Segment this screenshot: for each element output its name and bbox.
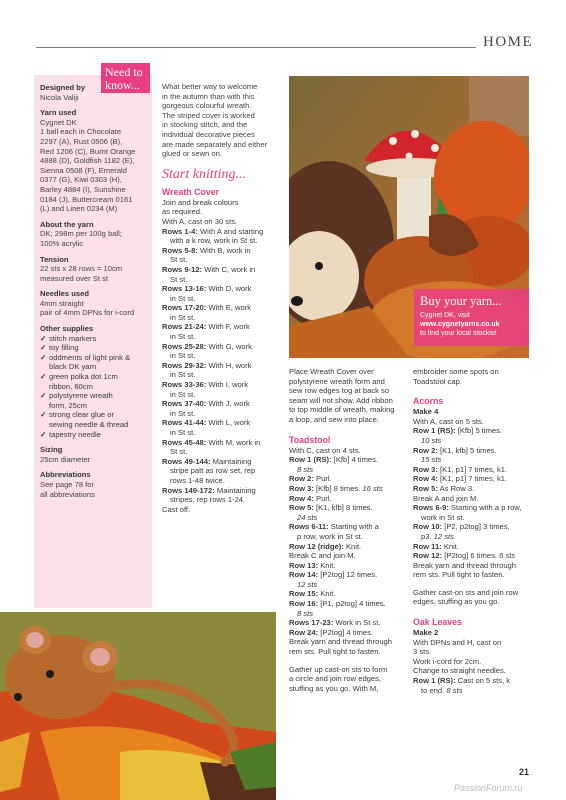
paragraph-gap (413, 607, 529, 615)
supply-item: ✓ green polka dot 1cm ribbon, 60cm (40, 372, 146, 391)
instruction-line: Row 1 (RS): Cast on 5 sts, k (413, 676, 511, 686)
page-number: 21 (519, 767, 530, 777)
row-label: Rows 29-32: (162, 360, 207, 370)
yarn-used-heading: Yarn used (40, 108, 77, 118)
instruction-line: Row 5: [K1, kfb] 8 times. (289, 503, 373, 513)
row-label: Row 3: (413, 464, 438, 474)
instruction-line: a circle and join row edges, (289, 674, 382, 684)
row-label: Row 12 (ridge): (289, 541, 344, 551)
section-heading: Toadstool (289, 434, 331, 445)
about-yarn-text (40, 229, 146, 248)
row-label: Rows 41-44: (162, 418, 207, 428)
instruction-line: Rows 5-8: With B, work in (162, 245, 251, 255)
instruction-line: Break C and join M. (289, 551, 356, 561)
abbreviations-line: See page 78 for (40, 479, 95, 489)
instruction-line: in St st. (170, 389, 196, 399)
instruction-line (413, 436, 529, 446)
instruction-line: work in St st. (421, 512, 465, 522)
buy-yarn-url[interactable]: www.cygnetyarns.co.uk (420, 321, 500, 328)
instruction-line: Rows 149-172: Maintaining (162, 485, 256, 495)
row-label: Rows 149-172: (162, 485, 215, 495)
instruction-line: in St st. (170, 312, 196, 322)
row-label: Row 1 (RS): (413, 676, 456, 686)
need-to-know-tag (101, 63, 150, 93)
stitch-count: 8 sts (297, 608, 314, 618)
stitch-count: 8 sts (446, 685, 463, 695)
tension-text (40, 264, 146, 283)
section-title: HOME (483, 34, 534, 50)
instruction-line: Rows 1-4: With A and starting (162, 226, 264, 236)
wreath-cover-instructions (162, 198, 277, 515)
instruction-line: Place Wreath Cover over (289, 367, 374, 376)
buy-yarn-title: Buy your yarn... (420, 294, 502, 308)
intro-line: gorgeous colourful wreath. (162, 101, 252, 111)
intro-line: are made separately and either (162, 139, 268, 149)
yarn-line: 1 ball each in Chocolate (40, 127, 122, 137)
instruction-line: St st. (170, 255, 188, 265)
stitch-count: 24 sts (297, 512, 318, 522)
row-label: Rows 6-11: (289, 522, 329, 532)
row-label: Row 15: (289, 589, 319, 599)
instruction-line: St st. (170, 447, 188, 457)
instruction-line: Rows 41-44: With L, work (162, 418, 251, 428)
intro-line: individual decorative pieces (162, 129, 255, 139)
about-yarn-line: 100% acrylic (40, 238, 84, 248)
instruction-line: edges, stuffing as you go. (413, 597, 500, 607)
photo-illustration-bottom (0, 612, 276, 800)
instruction-line: to end. 8 sts (421, 685, 463, 695)
needles-text (40, 299, 146, 318)
row-label: Row 1 (RS): (413, 426, 456, 436)
supply-item: ✓ stitch markers (40, 334, 146, 344)
instruction-line: Toadstool cap. (413, 376, 462, 386)
intro-paragraph (162, 82, 277, 159)
row-label: Make 2 (413, 628, 439, 638)
instruction-line: in St st. (170, 428, 196, 437)
row-label: Rows 13-16: (162, 284, 207, 294)
instruction-line: rows 1-48 twice. (170, 475, 225, 485)
instruction-line: Break yarn and thread through (413, 560, 517, 570)
paragraph-gap (413, 386, 529, 394)
yarn-line: Red 1206 (C), Burnt Orange (40, 146, 136, 156)
intro-line: in the autumn than with this (162, 91, 255, 101)
instruction-line: Row 3: [K1, p1] 7 times, k1. (413, 464, 508, 474)
stitch-count: 8 sts (297, 464, 314, 474)
row-label: Row 1 (RS): (289, 455, 332, 465)
supply-item: ✓ tapestry needle (40, 430, 146, 440)
instruction-line: a loop, and sew into place. (289, 414, 379, 424)
instruction-line: Rows 6-11: Starting with a (289, 522, 379, 532)
instruction-line: With A, cast on 30 sts. (162, 216, 238, 226)
instruction-line: Row 1 (RS): [Kfb] 5 times. (413, 426, 503, 436)
instruction-line: Row 15: Knit. (289, 589, 336, 599)
sizing-heading: Sizing (40, 445, 63, 455)
instruction-line: With DPNs and H, cast on (413, 637, 502, 647)
designer-name: Nicola Valiji (40, 92, 79, 102)
instruction-line: embroider some spots on (413, 367, 499, 376)
pattern-column-3 (413, 367, 529, 695)
stitch-count: 6 sts (499, 551, 516, 561)
instruction-line: Break A and join M. (413, 493, 479, 503)
intro-line: What better way to welcome (162, 82, 258, 91)
stitch-count: 16 sts (362, 483, 383, 493)
row-label: Row 13: (289, 560, 319, 570)
row-label: Row 16: (289, 599, 319, 609)
instruction-line: Row 4: [K1, p1] 7 times, k1. (413, 474, 508, 484)
instruction-line: Rows 29-32: With H, work (162, 360, 252, 370)
tension-line: measured over St st (40, 273, 108, 283)
header-rule (36, 47, 476, 48)
instruction-line: Rows 6-9: Starting with a p row, (413, 503, 522, 513)
row-label: Rows 49-144: (162, 456, 211, 466)
instruction-line: rem sts. Pull tight to fasten. (289, 647, 381, 657)
instruction-line: Row 12: [P2tog] 6 times. 6 sts (413, 551, 516, 561)
paragraph-gap (413, 580, 529, 588)
instruction-line: Row 12 (ridge): Knit. (289, 541, 362, 551)
supplies-list (40, 334, 146, 440)
instruction-line: Cast off. (162, 504, 191, 514)
yarn-line: 0377 (G), Kiwi 0303 (H), (40, 175, 122, 185)
instruction-line: Rows 13-16: With D, work (162, 284, 252, 294)
need-tag-line-2: know... (105, 78, 140, 92)
instruction-line: Rows 21-24: With F, work (162, 322, 250, 332)
instruction-line: Row 5: As Row 3. (413, 483, 475, 493)
instruction-line: Rows 37-40: With J, work (162, 399, 250, 409)
instruction-line: With C, cast on 4 sts. (289, 445, 361, 455)
instruction-line: polystyrene wreath form and (289, 376, 385, 386)
yarn-line: 4888 (D), Goldfish 1182 (E), (40, 156, 135, 166)
instruction-line: stuffing as you go. With M, (289, 683, 379, 693)
row-label: Rows 1-4: (162, 226, 198, 236)
needles-heading: Needles used (40, 289, 89, 299)
intro-line: The striped cover is worked (162, 110, 255, 120)
row-label: Row 10: (413, 522, 443, 532)
row-label: Rows 33-36: (162, 380, 207, 390)
row-label: Rows 37-40: (162, 399, 207, 409)
instruction-line: to top middle of wreath, making (289, 405, 395, 415)
row-label: Row 2: (413, 445, 438, 455)
instruction-line: Rows 9-12: With C, work in (162, 264, 256, 274)
need-tag-line-1: Need to (105, 65, 143, 79)
instruction-line: Change to straight needles. (413, 666, 506, 676)
stitch-count: 12 sts (297, 579, 318, 589)
buy-yarn-stockist: to find your local stockist (420, 330, 497, 337)
instruction-line: Rows 17-23: Work in St st. (289, 618, 381, 628)
supply-item: ✓ polystyrene wreath form, 25cm (40, 391, 146, 410)
instruction-line: Rows 25-28: With G, work (162, 341, 252, 351)
instruction-line: Row 4: Purl. (289, 493, 332, 503)
instruction-line (413, 407, 529, 417)
start-knitting-heading: Start knitting... (162, 166, 246, 182)
instruction-line: Rows 17-20: With E, work (162, 303, 252, 313)
instruction-line: in St st. (170, 332, 196, 342)
row-label: Row 24: (289, 627, 319, 637)
tension-line: 22 sts x 28 rows = 10cm (40, 264, 123, 274)
instruction-line (413, 455, 529, 465)
instruction-line: With A, cast on 5 sts. (413, 416, 484, 426)
instruction-line: p row, work in St st. (297, 531, 363, 541)
tension-heading: Tension (40, 254, 69, 264)
instruction-line: in St st. (170, 293, 196, 303)
row-label: Row 14: (289, 570, 319, 580)
intro-line: in stocking stitch, and the (162, 120, 248, 130)
row-label: Rows 45-48: (162, 437, 207, 447)
instruction-line: as required. (162, 207, 203, 217)
stitch-count: 10 sts (421, 435, 442, 445)
instruction-line: Row 24: [P2tog] 4 times. (289, 627, 373, 637)
row-label: Rows 9-12: (162, 264, 203, 274)
instruction-line: in St st. (170, 408, 196, 418)
about-yarn-heading: About the yarn (40, 219, 94, 229)
instruction-line: p3. 12 sts (421, 531, 454, 541)
supplies-heading: Other supplies (40, 324, 94, 334)
abbreviations-text (40, 480, 146, 499)
row-label: Rows 6-9: (413, 503, 449, 513)
instruction-line: Rows 49-144: Maintaining (162, 456, 252, 466)
about-yarn-line: DK; 298m per 100g ball; (40, 229, 122, 239)
need-to-know-sidebar (34, 75, 152, 608)
row-label: Rows 17-23: (289, 618, 334, 628)
instruction-line (413, 628, 529, 638)
instruction-line: Rows 33-36: With I, work (162, 380, 249, 390)
yarn-line: 2297 (A), Rust 0506 (B), (40, 136, 123, 146)
pattern-column-2 (289, 367, 403, 693)
mouse-photo (0, 612, 276, 800)
instruction-line: Row 3: [Kfb] 8 times. 16 sts (289, 483, 383, 493)
instruction-line: St st. (170, 274, 188, 284)
row-label: Row 5: (289, 503, 314, 513)
instruction-line: Gather cast-on sts and join row (413, 587, 519, 597)
yarn-used-text (40, 118, 146, 214)
wreath-cover-heading: Wreath Cover (162, 186, 220, 197)
yarn-line: Barley 4884 (I), Sunshine (40, 184, 126, 194)
row-label: Row 11: (413, 541, 442, 551)
instruction-line: rem sts. Pull tight to fasten. (413, 570, 505, 580)
instruction-line: Row 2: Purl. (289, 474, 332, 484)
stitch-count: 12 sts (433, 531, 454, 541)
instruction-line: stripe patt as row set, rep (170, 466, 256, 476)
section-heading: Acorns (413, 396, 444, 407)
paragraph-gap (289, 657, 403, 665)
stitch-count: 15 sts (421, 455, 442, 465)
row-label: Row 5: (413, 483, 438, 493)
instruction-line: Break yarn and thread through (289, 637, 393, 647)
section-heading: Oak Leaves (413, 617, 462, 628)
instruction-line: Row 14: [P2tog] 12 times. (289, 570, 378, 580)
instruction-line: Row 2: [K1, kfb] 5 times. (413, 445, 497, 455)
abbreviations-line: all abbreviations (40, 489, 95, 499)
row-label: Rows 17-20: (162, 303, 207, 313)
instruction-line (289, 513, 403, 523)
watermark: PassionForum.ru (454, 783, 523, 793)
supply-item: ✓ oddments of light pink & black DK yarn (40, 353, 146, 372)
row-label: Row 12: (413, 551, 443, 561)
row-label: Make 4 (413, 407, 439, 417)
row-label: Row 4: (289, 493, 314, 503)
yarn-line: (L) and Linen 0234 (M) (40, 204, 118, 214)
supply-item: ✓ strong clear glue or sewing needle & thread (40, 410, 146, 429)
yarn-line: Cygnet DK (40, 117, 77, 127)
instruction-line: Work i-cord for 2cm. (413, 656, 482, 666)
buy-yarn-line: Cygnet DK, visit (420, 312, 470, 319)
instruction-line: Row 10: [P2, p2tog] 3 times, (413, 522, 510, 532)
instruction-line (289, 465, 403, 475)
instruction-line: Row 1 (RS): [Kfb] 4 times. (289, 455, 379, 465)
instruction-line: sew row edges tog at back so (289, 386, 390, 396)
instruction-line: in St st. (170, 370, 196, 380)
row-label: Row 2: (289, 474, 314, 484)
instruction-line: Row 13: Knit. (289, 560, 336, 570)
instruction-line: stripes, rep rows 1-24. (170, 495, 246, 505)
sizing-text: 25cm diameter (40, 454, 91, 464)
row-label: Rows 5-8: (162, 245, 198, 255)
instruction-line: with a k row, work in St st. (170, 236, 258, 246)
designed-by-heading: Designed by (40, 83, 86, 92)
buy-yarn-box (414, 289, 529, 346)
row-label: Row 3: (289, 483, 314, 493)
pattern-column-1 (162, 82, 277, 514)
abbreviations-heading: Abbreviations (40, 470, 91, 480)
row-label: Row 4: (413, 474, 438, 484)
instruction-line: Row 16: [P1, p2tog] 4 times. (289, 599, 386, 609)
intro-line: glued or sewn on. (162, 149, 222, 159)
needles-line: 4mm straight (40, 298, 84, 308)
yarn-line: Sienna 0508 (F), Emerald (40, 165, 127, 175)
yarn-line: 0184 (J), Buttercream 0161 (40, 194, 133, 204)
instruction-line: in St st. (170, 351, 196, 361)
instruction-line: seam will not show. Add ribbon (289, 395, 393, 405)
instruction-line (289, 609, 403, 619)
row-label: Rows 25-28: (162, 341, 207, 351)
instruction-line: Join and break colours (162, 197, 239, 207)
instruction-line: Rows 45-48: With M, work in (162, 437, 261, 447)
supply-item: ✓ toy filling (40, 343, 146, 353)
instruction-line: Gather up cast-on sts to form (289, 664, 388, 674)
instruction-line: Row 11: Knit. (413, 541, 460, 551)
row-label: Rows 21-24: (162, 322, 207, 332)
needles-line: pair of 4mm DPNs for i-cord (40, 308, 135, 318)
instruction-line: 3 sts. (413, 647, 432, 657)
paragraph-gap (289, 425, 403, 433)
instruction-line (289, 580, 403, 590)
